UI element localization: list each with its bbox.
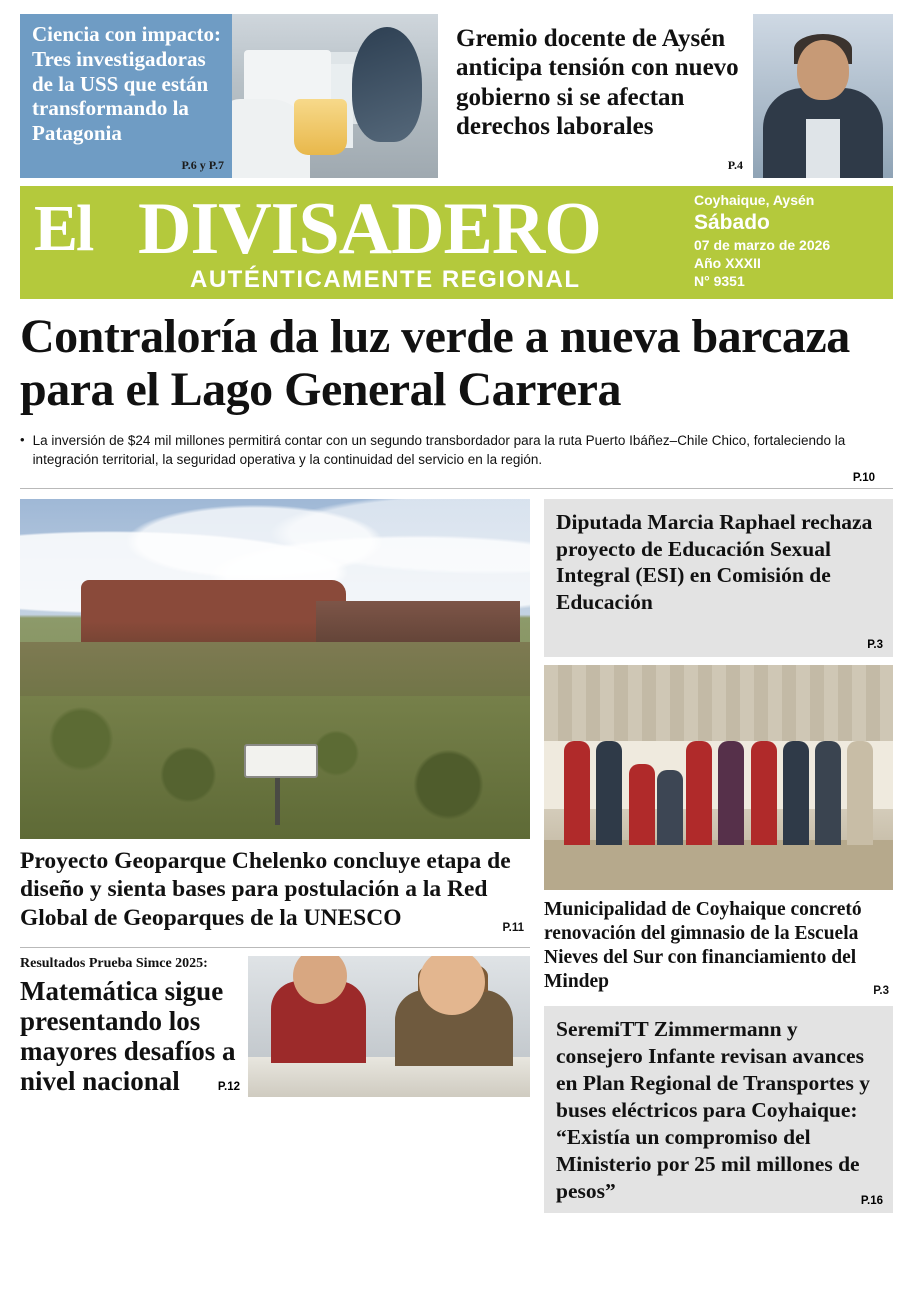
esi-headline: Diputada Marcia Raphael rechaza proyecto de Educación Sexual Integral (ESI) en Comisión de Educación [556, 509, 873, 615]
simce-kicker: Resultados Prueba Simce 2025: [20, 955, 208, 971]
bullet-dot-icon: • [20, 431, 25, 447]
top-left-story-headline: Ciencia con impacto: Tres investigadoras de la USS que están transformando la Patagonia [32, 22, 221, 146]
geoparque-story[interactable] [20, 847, 530, 933]
content-grid [20, 499, 893, 1213]
top-right-story[interactable] [444, 14, 893, 178]
masthead-tagline: AUTÉNTICAMENTE REGIONAL [190, 266, 581, 293]
top-left-story-pageref: P.6 y P.7 [181, 157, 224, 172]
lead-divider [20, 488, 893, 489]
masthead-title [20, 186, 688, 299]
masthead-place: Coyhaique, Aysén [694, 192, 815, 208]
lead-pageref: P.10 [852, 471, 875, 484]
masthead [20, 186, 893, 299]
masthead-date: 07 de marzo de 2026 [694, 236, 831, 253]
gimnasio-story[interactable] [544, 890, 893, 1003]
masthead-day: Sábado [694, 211, 770, 235]
lead-headline: Contraloría da luz verde a nueva barcaza para el Lago General Carrera [20, 310, 850, 416]
lead-bullet [20, 431, 893, 470]
top-left-story-text [20, 14, 232, 178]
lead-story[interactable] [20, 311, 893, 484]
union-leader-portrait-photo [753, 14, 893, 178]
simce-headline: Matemática sigue presentando los mayores desafíos a nivel nacional [20, 975, 236, 1097]
top-left-story[interactable] [20, 14, 438, 178]
masthead-issue-info [688, 186, 893, 299]
transportes-headline: SeremiTT Zimmermann y consejero Infante revisan avances en Plan Regional de Transportes y buses eléctricos para Coyhaique: “Existía un compromiso del Ministerio por 25 mil millones de pesos” [556, 1017, 870, 1203]
geoparque-headline: Proyecto Geoparque Chelenko concluye etapa de diseño y sienta bases para postulación a la Red Global de Geoparques de la UNESCO [20, 847, 511, 932]
simce-story[interactable] [20, 947, 530, 1097]
gimnasio-headline: Municipalidad de Coyhaique concretó renovación del gimnasio de la Escuela Nieves del Sur con financiamiento del Mindep [544, 898, 862, 993]
masthead-article-word: El [34, 192, 93, 265]
geoparque-pageref: P.11 [502, 921, 524, 934]
masthead-year: Año XXXII [694, 254, 761, 271]
top-strip [20, 14, 893, 178]
simce-pageref: P.12 [217, 1080, 240, 1093]
top-right-story-headline: Gremio docente de Aysén anticipa tensión con nuevo gobierno si se afectan derechos laborales [456, 25, 739, 140]
transportes-pageref: P.16 [860, 1194, 883, 1207]
masthead-main-word: DIVISADERO [138, 188, 601, 270]
top-right-story-text [444, 14, 753, 178]
simce-text [20, 956, 248, 1097]
left-column [20, 499, 530, 1213]
geoparque-chelenko-landscape-photo [20, 499, 530, 839]
lead-bullet-text: La inversión de $24 mil millones permitirá contar con un segundo transbordador para la ruta Puerto Ibáñez–Chile Chico, fortaleciendo la integración territorial, la seguridad operativa y la continuidad del servicio en la región. [32, 432, 846, 468]
lab-researchers-photo [232, 14, 438, 178]
students-classroom-photo [248, 956, 530, 1097]
top-right-story-pageref: P.4 [727, 157, 743, 172]
gimnasio-pageref: P.3 [873, 985, 889, 998]
masthead-issue-number: N° 9351 [694, 272, 745, 289]
transportes-story[interactable] [544, 1006, 893, 1212]
gimnasio-escuela-nieves-del-sur-photo [544, 665, 893, 890]
esi-story[interactable] [544, 499, 893, 657]
esi-pageref: P.3 [867, 638, 883, 651]
right-column [544, 499, 893, 1213]
